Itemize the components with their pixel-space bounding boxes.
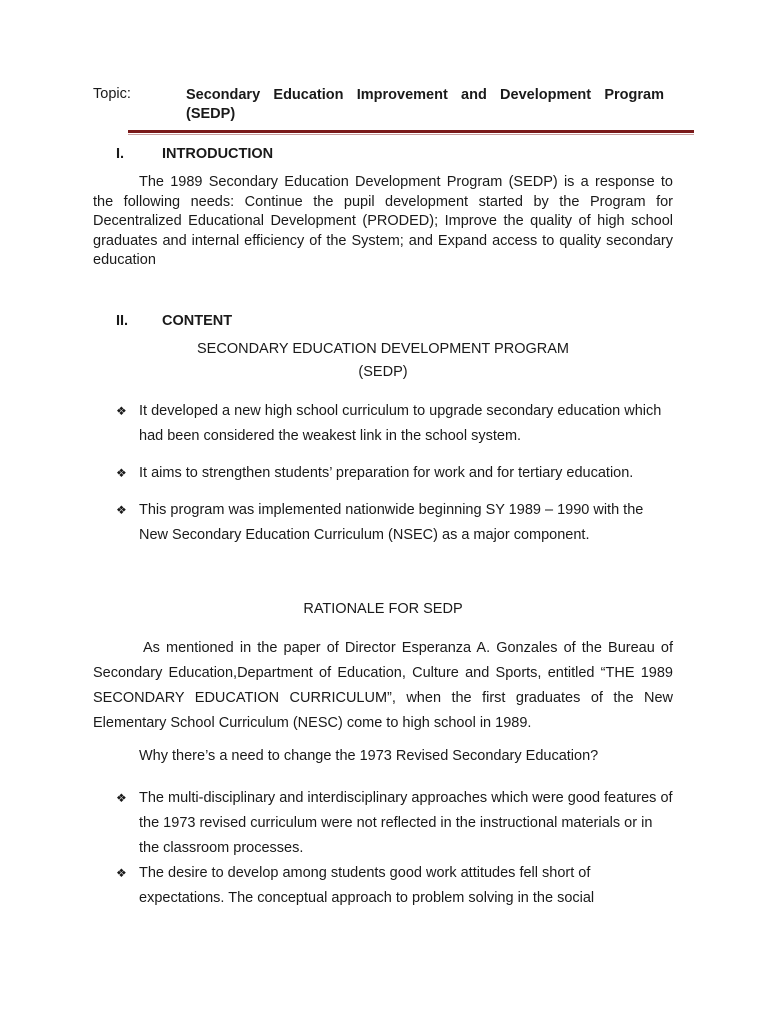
section-title: INTRODUCTION	[162, 146, 274, 162]
diamond-bullet-icon: ❖	[116, 866, 127, 880]
section-title: CONTENT	[162, 313, 233, 329]
rationale-bullet-list	[116, 786, 676, 911]
list-item	[116, 461, 676, 486]
rationale-paragraph	[93, 636, 673, 736]
introduction-paragraph	[93, 173, 673, 271]
list-item	[116, 861, 676, 911]
introduction-text: The 1989 Secondary Education Development Program (SEDP) is a response to the following needs: Continue the pupil development started by the Program for Decentralized Educational Development (PRODED); Improve the quality of high school graduates and internal efficiency of the System; and Expand access to quality secondary education	[93, 174, 673, 268]
list-item	[116, 786, 676, 861]
list-item	[116, 399, 676, 449]
diamond-bullet-icon: ❖	[116, 791, 127, 805]
topic-label: Topic:	[93, 86, 131, 102]
topic-title	[186, 86, 664, 124]
rationale-text: As mentioned in the paper of Director Esperanza A. Gonzales of the Bureau of Secondary Education,Department of Education, Culture and Sports, entitled “THE 1989 SECONDARY EDUCATION CURRICULUM”, when the first graduates of the New Elementary School Curriculum (NESC) come to high school in 1989.	[93, 640, 673, 731]
diamond-bullet-icon: ❖	[116, 404, 127, 418]
content-bullet-list	[116, 399, 676, 548]
section-number: II.	[116, 313, 129, 329]
list-item-text: This program was implemented nationwide beginning SY 1989 – 1990 with the New Secondary Education Curriculum (NSEC) as a major component.	[139, 502, 644, 543]
rationale-question: Why there’s a need to change the 1973 Revised Secondary Education?	[139, 748, 599, 764]
header-divider	[128, 130, 694, 133]
list-item-text: The desire to develop among students good work attitudes fell short of expectations. The conceptual approach to problem solving in the social	[139, 865, 595, 906]
topic-title-line2: (SEDP)	[186, 106, 236, 122]
header-divider-shadow	[128, 134, 694, 135]
program-subheading	[93, 341, 673, 380]
section-number: I.	[116, 146, 125, 162]
list-item-text: It aims to strengthen students’ preparation for work and for tertiary education.	[139, 465, 634, 481]
rationale-heading: RATIONALE FOR SEDP	[303, 601, 463, 617]
list-item-text: The multi-disciplinary and interdisciplinary approaches which were good features of the 1973 revised curriculum were not reflected in the instructional materials or in the classroom processes.	[139, 790, 673, 856]
program-subheading-line1: SECONDARY EDUCATION DEVELOPMENT PROGRAM	[197, 341, 569, 357]
diamond-bullet-icon: ❖	[116, 503, 127, 517]
program-subheading-line2: (SEDP)	[358, 364, 408, 380]
topic-title-line1: Secondary Education Improvement and Development Program	[186, 87, 664, 103]
list-item	[116, 498, 676, 548]
diamond-bullet-icon: ❖	[116, 466, 127, 480]
list-item-text: It developed a new high school curriculum to upgrade secondary education which had been considered the weakest link in the school system.	[139, 403, 662, 444]
